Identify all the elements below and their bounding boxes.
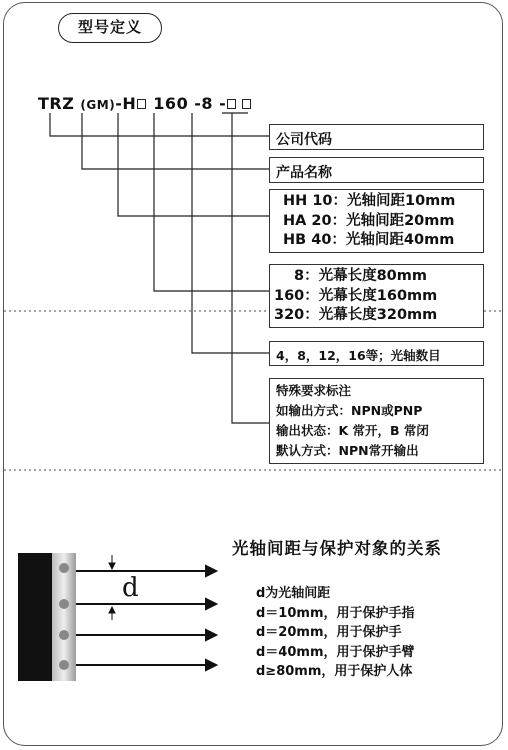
- legend-row: d＝10mm，用于保护手指: [256, 605, 415, 621]
- section-title: 型号定义: [58, 13, 162, 43]
- legend-row: d≥80mm，用于保护人体: [256, 664, 413, 679]
- beam-1-arrowhead: [206, 566, 216, 576]
- box-curtain-length: 8：光幕长度80mm 160：光幕长度160mm 320：光幕长度320mm: [269, 264, 484, 328]
- relation-title: 光轴间距与保护对象的关系: [232, 539, 442, 558]
- model-length: 160: [153, 94, 189, 113]
- box-special-requirements: 特殊要求标注 如输出方式：NPN或PNP 输出状态：K 常开，B 常闭 默认方式：NPN常开输出: [269, 378, 484, 464]
- legend-row: d＝40mm，用于保护手臂: [256, 644, 415, 660]
- box-axis-count: 4，8，12，16等；光轴数目: [269, 341, 484, 366]
- model-dash-2: -: [219, 94, 227, 113]
- relation-legend: [256, 584, 415, 682]
- d-symbol: d: [122, 573, 139, 603]
- legend-row: d＝20mm，用于保护手: [256, 625, 402, 640]
- model-gm: (GM): [80, 98, 116, 112]
- emitter-housing: [18, 553, 52, 681]
- box-product-name: 产品名称: [269, 157, 484, 183]
- box-beam-spacing: HH 10：光轴间距10mm HA 20：光轴间距20mm HB 40：光轴间距40mm: [269, 189, 484, 253]
- model-dash-1: -: [194, 94, 202, 113]
- model-beams: 8: [201, 94, 214, 113]
- model-series: -H: [115, 94, 137, 113]
- model-prefix: TRZ: [38, 94, 75, 113]
- beam-2-arrowhead: [206, 599, 216, 609]
- spacing-dimension: [109, 555, 115, 620]
- legend-row: d为光轴间距: [256, 586, 331, 601]
- beam-4-arrowhead: [206, 660, 216, 670]
- beam-3-arrowhead: [206, 630, 216, 640]
- box-company-code: 公司代码: [269, 124, 484, 150]
